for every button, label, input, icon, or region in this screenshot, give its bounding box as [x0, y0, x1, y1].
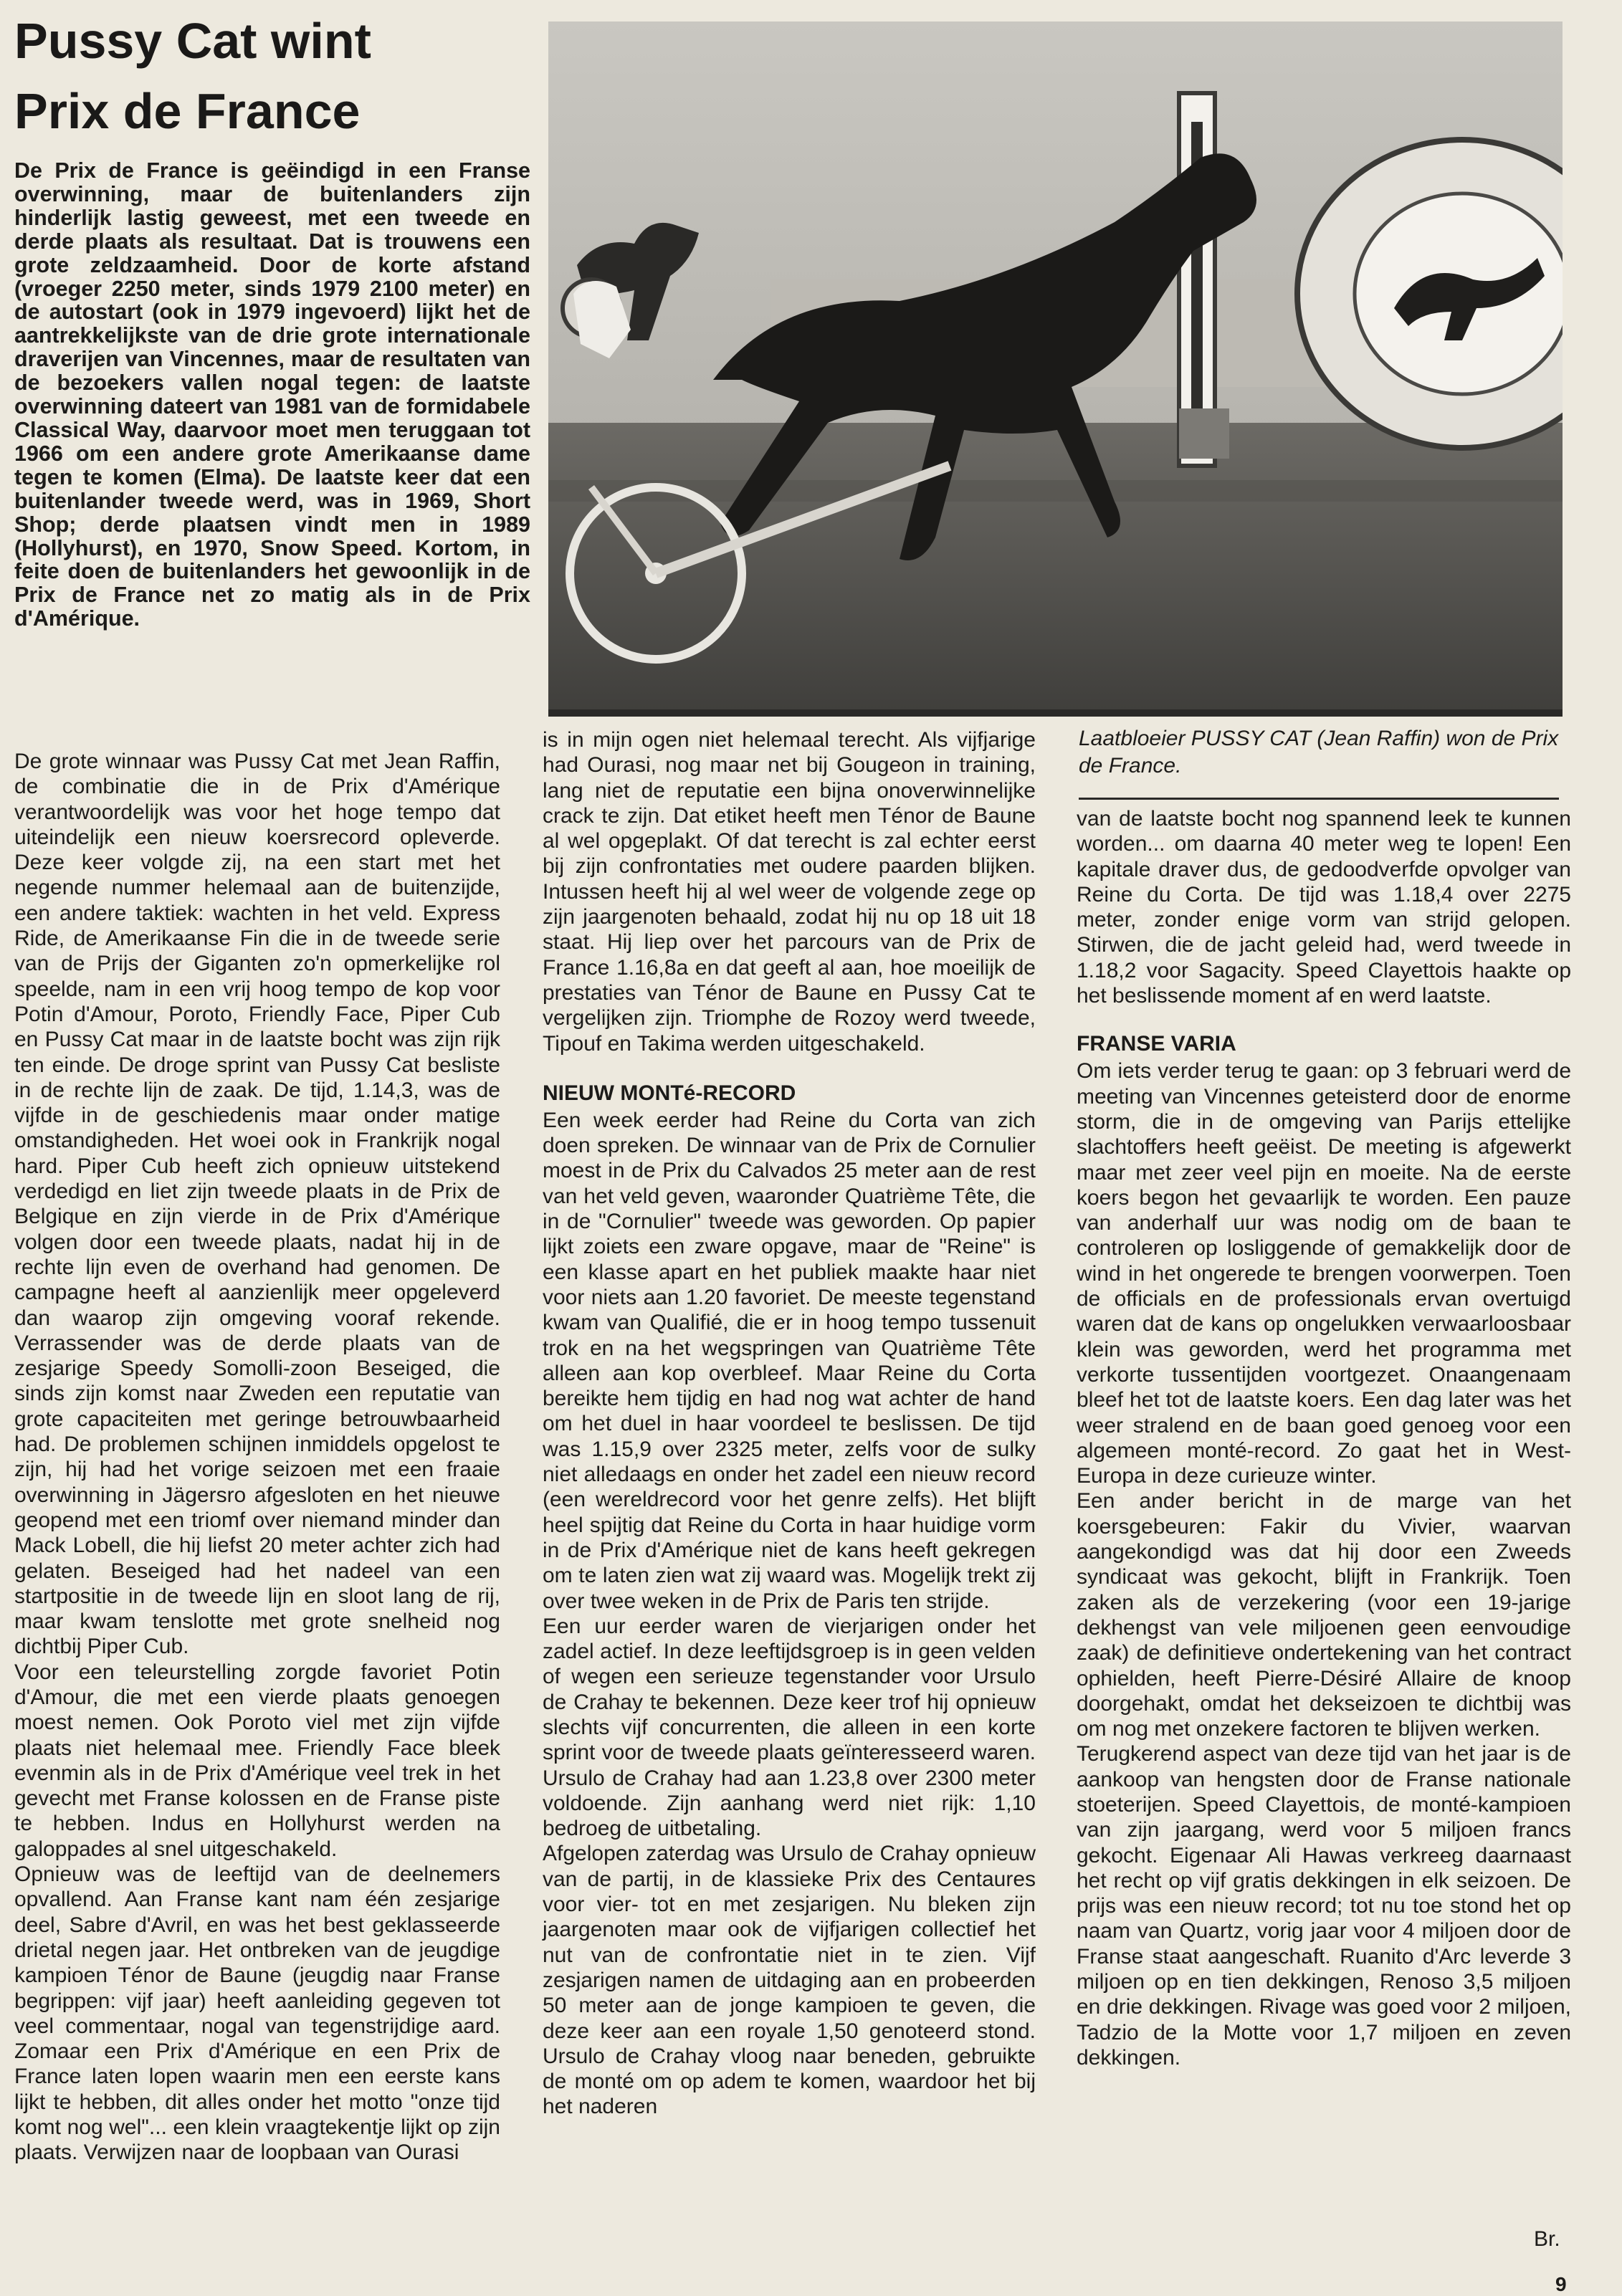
column-3	[1077, 806, 1571, 2070]
race-photo	[548, 21, 1563, 717]
column-2-paragraph: Een week eerder had Reine du Corta van zich doen spreken. De winnaar van de Prix de Cornulier moest in de Prix du Calvados 25 meter aan de rest van het veld geven, waaronder Quatrième Tête, die in de "Cornulier" tweede was geworden. Op papier lijkt zoiets een zware opgave, maar de "Reine" is een klasse apart en het publiek maakte haar niet voor niets aan 1.20 favoriet. De meeste tegenstand kwam van Qualifié, die er in hoog tempo tussenuit trok en na het wegspringen van Quatrième Tête alleen aan kop overbleef. Maar Reine du Corta bereikte hem tijdig en had nog wat achter de hand om het duel in haar voordeel te beslissen. De tijd was 1.15,9 over 2325 meter, zelfs voor de sulky niet alledaags en onder het zadel een nieuw record (een wereldrecord voor het genre zelfs). Het blijft heel spijtig dat Reine du Corta in haar huidige vorm in de Prix d'Amérique niet de kans heeft gekregen om te laten zien wat zij waard was. Mogelijk trekt zij over twee weken in de Prix de Paris ten strijde.	[543, 1108, 1036, 1613]
section-heading-monte-record: NIEUW MONTé-RECORD	[543, 1081, 796, 1105]
column-3-intro-paragraph: van de laatste bocht nog spannend leek te kunnen worden... om daarna 40 meter weg te lopen! Een kapitale draver dus, de gedoodverfde opvolger van Reine du Corta. De tijd was 1.18,4 over 2275 meter, zonder enige vorm van strijd gelopen. Stirwen, die de jacht geleid had, werd tweede in 1.18,2 voor Sagacity. Speed Clayettois haakte op het beslissende moment af en werd laatste.	[1077, 807, 1571, 1008]
page-number: 9	[1555, 2273, 1567, 2295]
author-signature: Br.	[1534, 2227, 1560, 2251]
article-title	[14, 6, 530, 146]
column-2-paragraph: Afgelopen zaterdag was Ursulo de Crahay opnieuw van de partij, in de klassieke Prix des Centaures voor vier- tot en met zesjarigen. Nu bleken zijn jaargenoten maar ook de vijfjarigen collectief het nut van de confrontatie niet in te zien. Vijf zesjarigen namen de uitdaging aan en probeerden 50 meter aan de jonge kampioen te geven, die deze keer aan een royale 1,50 genoteerd stond. Ursulo de Crahay vloog naar beneden, gebruikte de monté om op adem te komen, waardoor het bij het naderen	[543, 1842, 1036, 2119]
caption-divider	[1079, 798, 1559, 800]
lead-paragraph: De Prix de France is geëindigd in een Franse overwinning, maar de buitenlanders zijn hinderlijk lastig geweest, met een tweede en derde plaats als resultaat. Dat is trouwens een grote zeldzaamheid. Door de korte afstand (vroeger 2250 meter, sinds 1979 2100 meter) en de autostart (ook in 1979 ingevoerd) lijkt het de aantrekkelijkste van de drie grote internationale draverijen van Vincennes, maar de resultaten van de bezoekers vallen nogal tegen: de laatste overwinning dateert van 1981 van de formidabele Classical Way, daarvoor moet men teruggaan tot 1966 om een andere grote Amerikaanse dame tegen te komen (Elma). De laatste keer dat een buitenlander tweede werd, was in 1969, Short Shop; derde plaatsen vindt men in 1989 (Hollyhurst), en 1970, Snow Speed. Kortom, in feite doen de buitenlanders het gewoonlijk in de Prix de France net zo matig als in de Prix d'Amérique.	[14, 158, 530, 631]
column-1	[14, 749, 500, 2166]
column-3-paragraph: Terugkerend aspect van deze tijd van het jaar is de aankoop van hengsten door de Franse nationale stoeterijen. Speed Clayettois, de monté-kampioen van zijn jaargang, werd voor 5 miljoen francs gekocht. Eigenaar Ali Hawas verkreeg daarnaast het recht op vijf gratis dekkingen in elk seizoen. De prijs was een nieuw record; tot nu toe stond het op naam van Quartz, vorig jaar voor 4 miljoen door de Franse staat aangeschaft. Ruanito d'Arc leverde 3 miljoen op en tien dekkingen, Renoso 3,5 miljoen en drie dekkingen. Rivage was goed voor 2 miljoen, Tadzio de la Motte voor 1,7 miljoen en zeven dekkingen.	[1077, 1742, 1571, 2070]
title-line-2: Prix de France	[14, 83, 361, 139]
column-1-paragraph: Voor een teleurstelling zorgde favoriet Potin d'Amour, die met een vierde plaats genoegen moest nemen. Ook Poroto viel met zijn vijfde plaats niet helemaal mee. Friendly Face bleek evenmin als in de Prix d'Amérique veel trek in het gevecht met Franse kolossen en de Franse piste te hebben. Indus en Hollyhurst werden na galoppades al snel uitgeschakeld.	[14, 1660, 500, 1861]
column-3-paragraph: Een ander bericht in de marge van het koersgebeuren: Fakir du Vivier, waarvan aangekondigd was dat hij door een Zweeds syndicaat was gekocht, blijft in Frankrijk. Toen zaken als de verzekering (voor een 19-jarige dekhengst van vele miljoenen geen eenvoudige zaak) de definitieve ondertekening van het contract ophielden, heeft Pierre-Désiré Allaire de knoop doorgehakt, omdat het dekseizoen te dichtbij was om nog met onzekere factoren te blijven werken.	[1077, 1489, 1571, 1741]
column-2-intro-paragraph: is in mijn ogen niet helemaal terecht. Als vijfjarige had Ourasi, nog maar net bij Gougeon in training, lang niet de reputatie een bijna onoverwinnelijke crack te zijn. Dat etiket heeft men Ténor de Baune al wel opgeplakt. Of dat terecht is zal echter eerst bij zijn confrontaties met oudere paarden blijken. Intussen heeft hij al wel weer de volgende zege op zijn jaargenoten behaald, zodat hij nu op 18 uit 18 staat. Hij liep over het parcours van de Prix de France 1.16,8a en dat geeft al aan, hoe moeilijk de prestaties van Ténor de Baune en Pussy Cat te vergelijken zijn. Triomphe de Rozoy werd tweede, Tipouf en Takima werden uitgeschakeld.	[543, 728, 1036, 1056]
column-1-paragraph: De grote winnaar was Pussy Cat met Jean Raffin, de combinatie die in de Prix d'Amérique verantwoordelijk was voor het hoge tempo dat uiteindelijk een nieuw koersrecord opleverde. Deze keer volgde zij, na een start met het negende nummer helemaal aan de buitenzijde, een andere taktiek: wachten in het veld. Express Ride, de Amerikaanse Fin die in de tweede serie van de Prijs der Giganten zo'n opmerkelijke rol speelde, nam in een vrij hoog tempo de kop voor Potin d'Amour, Poroto, Friendly Face, Piper Cub en Pussy Cat maar in de laatste bocht was zijn rijk ten einde. De droge sprint van Pussy Cat besliste in de rechte lijn de zaak. De tijd, 1.14,3, was de vijfde in de geschiedenis maar onder matige omstandigheden. Het woei ook in Frankrijk nogal hard. Piper Cub heeft zich opnieuw uitstekend verdedigd en liet zijn tweede plaats in de Prix de Belgique en zijn vierde in de Prix d'Amérique volgen door een tweede plaats, nadat hij in de rechte lijn even de overhand had genomen. De campagne heeft al aanzienlijk meer opgeleverd dan waarop zijn omgeving vooraf rekende. Verrassender was de derde plaats van de zesjarige Speedy Somolli-zoon Beseiged, die sinds zijn komst naar Zweden een reputatie van grote capaciteiten met geringe betrouwbaarheid had. De problemen schijnen inmiddels opgelost te zijn, hij had het vorige seizoen met een fraaie overwinning in Jägersro afgesloten en het nieuwe geopend met een triomf over niemand minder dan Mack Lobell, die hij liefst 20 meter achter zich had gelaten. Beseiged had het nadeel van een startpositie in de tweede lijn en sloot lang de rij, maar kwam tenslotte met grote snelheid nog dichtbij Piper Cub.	[14, 750, 500, 1659]
column-1-paragraph: Opnieuw was de leeftijd van de deelnemers opvallend. Aan Franse kant nam één zesjarige deel, Sabre d'Avril, en was het best geklasseerde drietal negen jaar. Het ontbreken van de jeugdige kampioen Ténor de Baune (jeugdig naar Franse begrippen: vijf jaar) heeft aanleiding gegeven tot veel commentaar, nogal van tegenstrijdige aard. Zomaar een Prix d'Amérique en een Prix de France laten lopen waarin men een eerste kans lijkt te hebben, dit alles onder het motto "onze tijd komt nog wel"... een klein vraagtekentje lijkt op zijn plaats. Verwijzen naar de loopbaan van Ourasi	[14, 1862, 500, 2165]
column-3-paragraph: Om iets verder terug te gaan: op 3 februari werd de meeting van Vincennes geteisterd door de enorme storm, die in de omgeving van Parijs ettelijke slachtoffers heeft geëist. De meeting is afgewerkt maar met zeer veel pijn en moeite. Na de eerste koers begon het gevaarlijk te worden. Een pauze van anderhalf uur was nodig om de baan te controleren op losliggende of gemakkelijk door de wind in het ongerede te brengen voorwerpen. Toen de officials en de professionals ervan overtuigd waren dat de kans op ongelukken verwaarloosbaar klein was geworden, werd het programma met verkorte tussentijden voortgezet. Onaangenaam bleef het tot de laatste koers. Een dag later was het weer stralend en de baan goed genoeg voor een algemeen monté-record. Zo gaat het in West-Europa in deze curieuze winter.	[1077, 1059, 1571, 1488]
column-2	[543, 727, 1036, 2120]
section-heading-franse-varia: FRANSE VARIA	[1077, 1032, 1236, 1056]
title-line-1: Pussy Cat wint	[14, 13, 371, 69]
photo-caption: Laatbloeier PUSSY CAT (Jean Raffin) won de Prix de France.	[1079, 727, 1559, 778]
race-photo-illustration	[548, 21, 1563, 717]
column-2-paragraph: Een uur eerder waren de vierjarigen onder het zadel actief. In deze leeftijdsgroep is in geen velden of wegen een serieuze tegenstander voor Ursulo de Crahay te bekennen. Deze keer trof hij opnieuw slechts vijf concurrenten, die alleen in een korte sprint voor de tweede plaats geïnteresseerd waren. Ursulo de Crahay had aan 1.23,8 over 2300 meter voldoende. Zijn aanhang werd niet rijk: 1,10 bedroeg de uitbetaling.	[543, 1614, 1036, 1841]
